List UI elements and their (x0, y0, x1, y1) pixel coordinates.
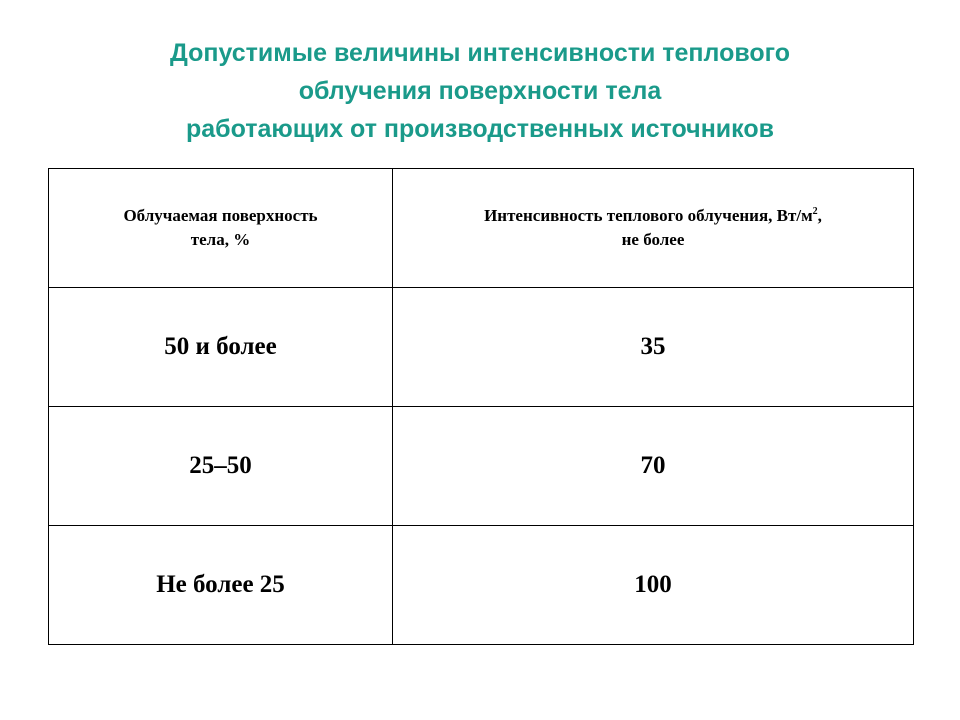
title-line-3: работающих от производственных источников (185, 115, 774, 143)
slide-title (0, 34, 960, 148)
cell-intensity: 70 (393, 407, 914, 526)
cell-intensity: 35 (393, 288, 914, 407)
cell-intensity: 100 (393, 526, 914, 645)
cell-surface: 25–50 (49, 407, 393, 526)
title-line-1: Допустимые величины интенсивности теплового (169, 39, 791, 67)
header-intensity-sup: 2 (812, 206, 818, 217)
header-surface-line1: Облучаемая поверхность (123, 206, 318, 225)
title-line-2: облучения поверхности тела (298, 77, 662, 105)
header-surface (49, 169, 393, 288)
radiation-limits-table (48, 168, 914, 645)
cell-surface: Не более 25 (49, 526, 393, 645)
header-intensity-line2: не более (621, 230, 685, 249)
header-intensity-comma: , (817, 206, 822, 225)
header-surface-line2: тела, % (190, 230, 251, 249)
header-intensity-line1: Интенсивность теплового облучения, Вт/м (484, 206, 813, 225)
header-intensity (393, 169, 914, 288)
table-row (49, 526, 914, 645)
table-header-row (49, 169, 914, 288)
table-row (49, 288, 914, 407)
cell-surface: 50 и более (49, 288, 393, 407)
table-row (49, 407, 914, 526)
